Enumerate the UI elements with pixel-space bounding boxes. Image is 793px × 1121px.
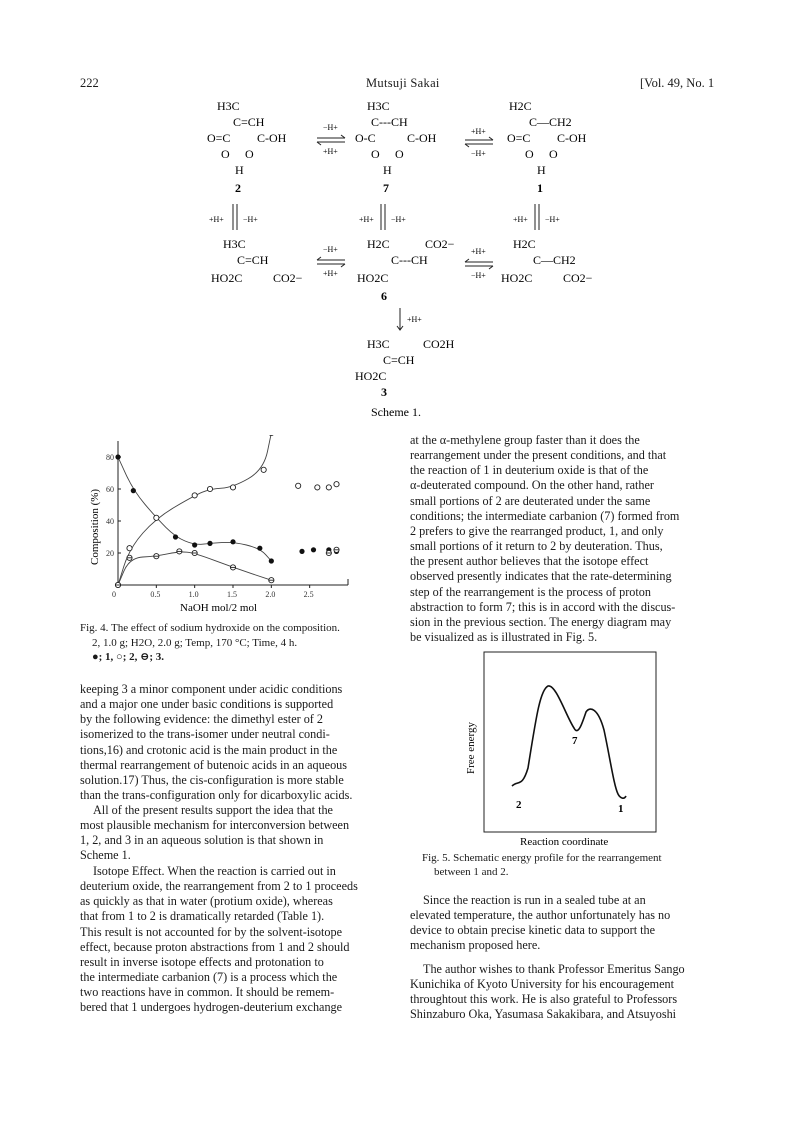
svg-text:CO2−: CO2−: [425, 237, 455, 251]
text-line: the intermediate carbanion (7) is a process which the: [80, 970, 338, 985]
equilibrium-arrow-row2-b: [465, 247, 493, 280]
svg-text:HO2C: HO2C: [357, 271, 389, 285]
svg-text:C---CH: C---CH: [391, 253, 428, 267]
text-line: thermal rearrangement of butenoic acids in an aqueous: [80, 757, 348, 772]
fig4-point-compound-2: [127, 546, 132, 551]
fig4-x-tick-label: 0.5: [150, 590, 161, 599]
text-line: as quickly as that in water (protium oxide), whereas: [80, 894, 333, 909]
label-1: 1: [537, 181, 543, 195]
svg-text:HO2C: HO2C: [211, 271, 243, 285]
svg-text:+H+: +H+: [513, 215, 528, 224]
fig5-label-7: 7: [572, 735, 578, 747]
text-line: small portions of 2 are deuterated under the same: [410, 493, 651, 508]
text-line: the reaction of 1 in deuterium oxide is that of the: [410, 463, 649, 478]
svg-text:CO2−: CO2−: [273, 271, 303, 285]
svg-text:C-OH: C-OH: [407, 131, 437, 145]
fig4-x-axis-label: NaOH mol/2 mol: [180, 602, 257, 614]
fig4-caption-conditions: 2, 1.0 g; H2O, 2.0 g; Temp, 170 °C; Time, 4 h.: [92, 636, 298, 649]
fig4-axes: [106, 441, 348, 599]
fig4-x-tick-label: 2.5: [303, 590, 314, 599]
fig4-x-tick-label: 2.0: [265, 590, 276, 599]
label-6: 6: [381, 289, 387, 303]
svg-text:HO2C: HO2C: [501, 271, 533, 285]
fig4-x-tick-label: 1.5: [227, 590, 237, 599]
fig4-y-tick-label: 40: [106, 517, 114, 526]
fig5-label-2: 2: [516, 799, 522, 811]
svg-text:C-OH: C-OH: [257, 131, 287, 145]
svg-text:C—CH2: C—CH2: [529, 115, 572, 129]
svg-text:O=C: O=C: [507, 131, 531, 145]
text-line: device to obtain precise kinetic data to support the: [410, 923, 656, 938]
fig4-point-compound-1: [299, 549, 304, 554]
fig5-x-axis-label: Reaction coordinate: [520, 836, 609, 848]
right-column-text-bottom-1: [410, 893, 732, 954]
scheme-caption: Scheme 1.: [371, 405, 421, 419]
compound-1-anion: [501, 237, 593, 285]
label-3: 3: [381, 385, 387, 399]
fig4-point-compound-1: [257, 546, 262, 551]
fig4-y-tick-label: 20: [106, 549, 114, 558]
left-column-para-1: [80, 682, 390, 803]
fig4-y-axis-label: Composition (%): [89, 488, 101, 565]
fig4-point-compound-2: [230, 485, 235, 490]
text-line: elevated temperature, the author unfortunately has no: [410, 908, 671, 923]
svg-text:O: O: [221, 147, 230, 161]
vertical-arrow-left: [209, 204, 258, 230]
vertical-arrow-right: [513, 204, 560, 230]
compound-7: [355, 99, 437, 195]
fig4-point-compound-1: [115, 454, 120, 459]
fig4-marks: [115, 435, 339, 588]
svg-text:−H+: −H+: [323, 245, 338, 254]
svg-text:H2C: H2C: [509, 99, 532, 113]
svg-text:C=CH: C=CH: [233, 115, 265, 129]
svg-text:C—CH2: C—CH2: [533, 253, 576, 267]
fig4-point-compound-2: [154, 515, 159, 520]
right-column-text-top: [410, 433, 732, 645]
text-line: Since the reaction is run in a sealed tube at an: [423, 893, 646, 907]
svg-text:H: H: [235, 163, 244, 177]
svg-text:O: O: [549, 147, 558, 161]
svg-text:−H+: −H+: [471, 271, 486, 280]
fig4-chart: [80, 435, 370, 618]
text-line: sion in the previous section. The energy diagram may: [410, 614, 672, 629]
compound-2: [207, 99, 287, 195]
fig4-point-compound-2: [326, 485, 331, 490]
fig5-caption: [422, 852, 742, 879]
text-line: 1, 2, and 3 in an aqueous solution is that shown in: [80, 833, 324, 848]
svg-text:O: O: [525, 147, 534, 161]
fig4-point-compound-1: [192, 542, 197, 547]
text-line: keeping 3 a minor component under acidic conditions: [80, 682, 343, 696]
fig4-caption-legend: ●; 1, ○; 2, ⊖; 3.: [92, 651, 164, 663]
svg-text:+H+: +H+: [323, 147, 338, 156]
text-line: effect, because proton abstractions from 1 and 2 should: [80, 939, 350, 954]
fig4-caption: [80, 622, 370, 665]
compound-2-anion: [211, 237, 303, 285]
text-line: than the trans-configuration only for dicarboxylic acids.: [80, 788, 353, 803]
fig5-chart: [458, 648, 668, 848]
down-arrow: [397, 308, 422, 330]
svg-text:−H+: −H+: [545, 215, 560, 224]
fig4-series-curve: [118, 552, 271, 585]
fig5-y-axis-label: Free energy: [465, 721, 477, 774]
fig4-point-compound-2: [192, 493, 197, 498]
text-line: most plausible mechanism for interconversion between: [80, 818, 350, 833]
compound-1: [507, 99, 587, 195]
text-line: step of the rearrangement is the process of proton: [410, 584, 651, 599]
text-line: tions,16) and crotonic acid is the main product in the: [80, 742, 338, 757]
fig5-energy-curve: [512, 686, 626, 798]
svg-text:HO2C: HO2C: [355, 369, 387, 383]
svg-text:CO2H: CO2H: [423, 337, 455, 351]
fig4-x-tick-label: 0: [112, 590, 116, 599]
text-line: This result is not accounted for by the solvent-isotope: [80, 924, 342, 939]
svg-text:+H+: +H+: [407, 315, 422, 324]
text-line: result in inverse isotope effects and protonation to: [80, 954, 324, 969]
svg-text:O: O: [245, 147, 254, 161]
svg-text:O: O: [371, 147, 380, 161]
fig5-label-1: 1: [618, 803, 624, 815]
fig4-point-compound-1: [173, 534, 178, 539]
label-2: 2: [235, 181, 241, 195]
svg-text:O=C: O=C: [207, 131, 231, 145]
text-line: throughtout this work. He is also grateful to Professors: [410, 992, 678, 1007]
text-line: α-deuterated compound. On the other hand, rather: [410, 478, 654, 493]
fig5-caption-title: Fig. 5. Schematic energy profile for the rearrangement: [422, 852, 662, 864]
text-line: at the α-methylene group faster than it does the: [410, 433, 640, 447]
fig5-frame: [484, 652, 656, 832]
svg-text:H2C: H2C: [513, 237, 536, 251]
text-line: be visualized as is illustrated in Fig. 5.: [410, 630, 598, 645]
fig4-point-compound-1: [269, 558, 274, 563]
svg-text:CO2−: CO2−: [563, 271, 593, 285]
text-line: conditions; the intermediate carbanion (7) formed from: [410, 508, 680, 523]
svg-text:H3C: H3C: [367, 337, 390, 351]
text-line: solution.17) Thus, the cis-configuration is more stable: [80, 772, 344, 787]
svg-text:O-C: O-C: [355, 131, 376, 145]
text-line: the present author believes that the isotope effect: [410, 554, 649, 569]
svg-text:+H+: +H+: [471, 247, 486, 256]
equilibrium-arrow-row2-a: [317, 245, 345, 278]
equilibrium-arrow-2-7: [317, 123, 345, 156]
text-line: and a major one under basic conditions is supported: [80, 697, 334, 712]
svg-text:H3C: H3C: [223, 237, 246, 251]
svg-text:H: H: [537, 163, 546, 177]
reaction-scheme: [195, 92, 615, 422]
page-number: 222: [80, 76, 99, 90]
fig4-point-compound-2: [261, 467, 266, 472]
fig4-point-compound-2: [296, 483, 301, 488]
svg-text:−H+: −H+: [391, 215, 406, 224]
text-line: 2 prefers to give the rearranged product, 1, and only: [410, 523, 664, 538]
text-line: The author wishes to thank Professor Emeritus Sango: [423, 962, 685, 976]
text-line: rearrangement under the present conditions, and that: [410, 448, 667, 463]
fig4-point-compound-2: [207, 486, 212, 491]
left-column-para-2: [80, 803, 390, 864]
fig4-point-compound-1: [131, 488, 136, 493]
compound-3: [355, 337, 455, 399]
svg-text:C=CH: C=CH: [383, 353, 415, 367]
text-line: Kunichika of Kyoto University for his encouragement: [410, 977, 674, 992]
text-line: Scheme 1.: [80, 848, 131, 863]
fig4-x-tick-label: 1.0: [188, 590, 199, 599]
svg-text:+H+: +H+: [359, 215, 374, 224]
text-line: isomerized to the trans-isomer under neutral condi-: [80, 727, 330, 742]
text-line: bered that 1 undergoes hydrogen-deuterium exchange: [80, 1000, 343, 1015]
fig4-series-curve: [118, 435, 271, 585]
text-line: abstraction to form 7; this is in accord with the discus-: [410, 599, 676, 614]
left-column-para-3: [80, 864, 390, 1016]
svg-text:C=CH: C=CH: [237, 253, 269, 267]
svg-text:H2C: H2C: [367, 237, 390, 251]
fig4-point-compound-2: [315, 485, 320, 490]
fig4-point-compound-1: [230, 539, 235, 544]
text-line: deuterium oxide, the rearrangement from 2 to 1 proceeds: [80, 879, 358, 894]
svg-text:+H+: +H+: [209, 215, 224, 224]
text-line: All of the present results support the idea that the: [93, 803, 333, 817]
text-line: by the following evidence: the dimethyl ester of 2: [80, 712, 324, 727]
fig4-point-compound-2: [269, 435, 274, 436]
svg-text:−H+: −H+: [323, 123, 338, 132]
fig4-point-compound-1: [207, 541, 212, 546]
svg-text:O: O: [395, 147, 404, 161]
label-7: 7: [383, 181, 389, 195]
fig4-point-compound-1: [311, 547, 316, 552]
svg-text:H3C: H3C: [367, 99, 390, 113]
text-line: Shinzaburo Oka, Yasumasa Sakakibara, and Atsuyoshi: [410, 1007, 677, 1022]
svg-text:+H+: +H+: [471, 127, 486, 136]
text-line: that from 1 to 2 is dramatically retarded (Table 1).: [80, 909, 325, 924]
vertical-arrow-mid: [359, 204, 406, 230]
fig4-y-tick-label: 80: [106, 453, 114, 462]
running-author: Mutsuji Sakai: [366, 76, 440, 90]
fig5-caption-line2: between 1 and 2.: [434, 865, 509, 878]
fig4-y-tick-label: 60: [106, 485, 114, 494]
text-line: two reactions have in common. It should be remem-: [80, 985, 335, 1000]
svg-text:−H+: −H+: [243, 215, 258, 224]
svg-text:+H+: +H+: [323, 269, 338, 278]
text-line: observed presently indicates that the rate-determining: [410, 569, 672, 584]
fig4-caption-title: Fig. 4. The effect of sodium hydroxide on the composition.: [80, 622, 340, 634]
text-line: Isotope Effect. When the reaction is carried out in: [93, 864, 336, 878]
svg-text:−H+: −H+: [471, 149, 486, 158]
compound-2-text: H3C: [217, 99, 240, 113]
equilibrium-arrow-7-1: [465, 127, 493, 158]
svg-text:C-OH: C-OH: [557, 131, 587, 145]
right-column-text-bottom-2: [410, 962, 732, 1023]
text-line: small portions of it return to 2 by deuteration. Thus,: [410, 539, 663, 554]
fig4-point-compound-2: [334, 482, 339, 487]
compound-6: [357, 237, 455, 303]
svg-text:C---CH: C---CH: [371, 115, 408, 129]
svg-text:H: H: [383, 163, 392, 177]
text-line: mechanism proposed here.: [410, 938, 541, 953]
volume-info: [Vol. 49, No. 1: [640, 76, 715, 90]
